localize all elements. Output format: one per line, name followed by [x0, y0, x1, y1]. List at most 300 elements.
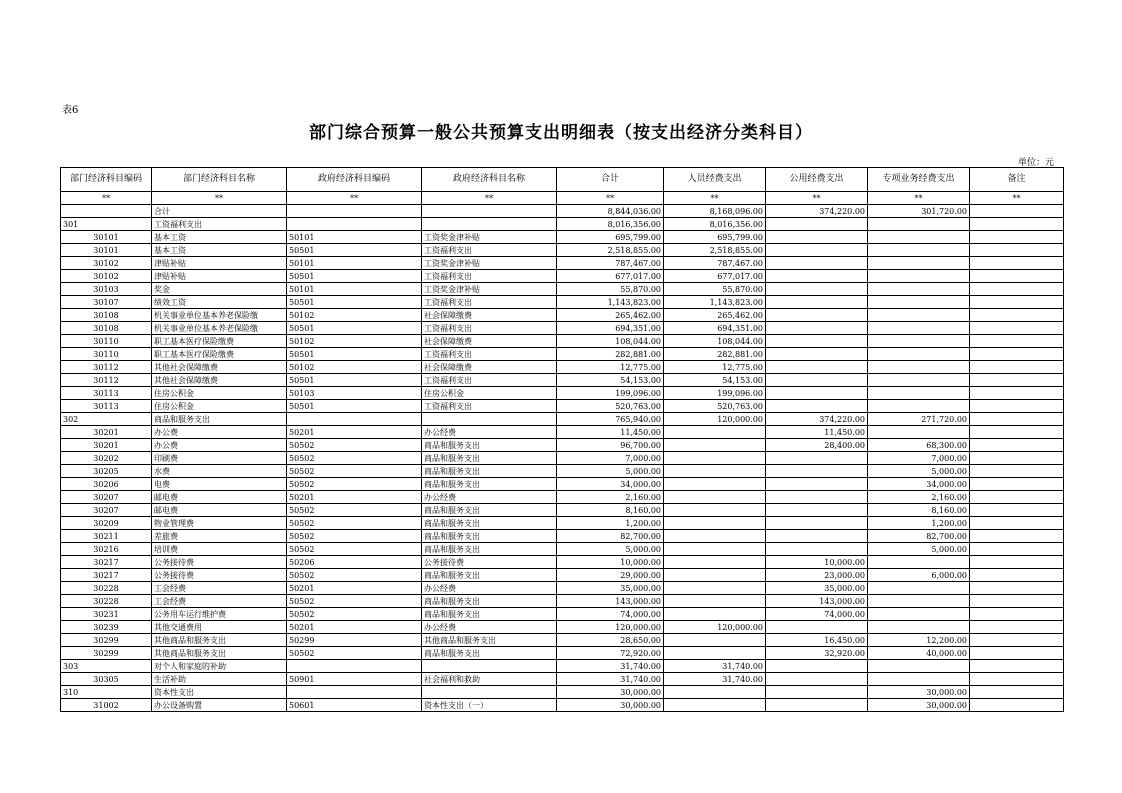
personnel-cell: 8,016,356.00 [664, 218, 766, 231]
total-cell: 695,799.00 [557, 231, 664, 244]
special-cell [868, 218, 970, 231]
gov-code-cell: 50501 [287, 348, 422, 361]
table-row [61, 452, 1064, 465]
dept-code-cell: 301 [61, 218, 152, 231]
special-cell: 68,300.00 [868, 439, 970, 452]
special-cell [868, 374, 970, 387]
table-row [61, 634, 1064, 647]
personnel-cell: 31,740.00 [664, 660, 766, 673]
column-header: 政府经济科目名称 [422, 168, 557, 192]
total-cell: 265,462.00 [557, 309, 664, 322]
remark-cell [970, 270, 1064, 283]
personnel-cell: 265,462.00 [664, 309, 766, 322]
dept-name-cell: 其他商品和服务支出 [152, 634, 287, 647]
gov-name-cell: 社会福利和救助 [422, 673, 557, 686]
dept-name-cell: 水费 [152, 465, 287, 478]
gov-name-cell: 工资福利支出 [422, 400, 557, 413]
personnel-cell: 520,763.00 [664, 400, 766, 413]
dept-name-cell: 其他社会保障缴费 [152, 374, 287, 387]
special-cell: 5,000.00 [868, 543, 970, 556]
mark-cell: ** [868, 192, 970, 205]
personnel-cell: 787,467.00 [664, 257, 766, 270]
gov-code-cell: 50102 [287, 335, 422, 348]
dept-code-cell: 30113 [61, 387, 152, 400]
special-cell: 8,160.00 [868, 504, 970, 517]
table-row [61, 283, 1064, 296]
column-header: 部门经济科目编码 [61, 168, 152, 192]
table-row [61, 582, 1064, 595]
dept-code-cell: 302 [61, 413, 152, 426]
table-row [61, 426, 1064, 439]
table-row [61, 270, 1064, 283]
gov-code-cell: 50502 [287, 439, 422, 452]
gov-name-cell [422, 660, 557, 673]
total-cell: 5,000.00 [557, 543, 664, 556]
dept-code-cell: 30217 [61, 569, 152, 582]
total-cell: 765,940.00 [557, 413, 664, 426]
personnel-cell [664, 595, 766, 608]
column-header: 部门经济科目名称 [152, 168, 287, 192]
table-row [61, 257, 1064, 270]
special-cell: 2,160.00 [868, 491, 970, 504]
table-row [61, 348, 1064, 361]
remark-cell [970, 478, 1064, 491]
gov-code-cell: 50101 [287, 257, 422, 270]
dept-code-cell: 30112 [61, 361, 152, 374]
personnel-cell: 2,518,855.00 [664, 244, 766, 257]
mark-cell: ** [970, 192, 1064, 205]
table-row [61, 231, 1064, 244]
personnel-cell [664, 556, 766, 569]
dept-name-cell: 办公费 [152, 426, 287, 439]
personnel-cell [664, 452, 766, 465]
total-cell: 31,740.00 [557, 673, 664, 686]
gov-code-cell: 50102 [287, 309, 422, 322]
gov-name-cell: 办公经费 [422, 426, 557, 439]
public-cell: 16,450.00 [766, 634, 868, 647]
dept-name-cell: 基本工资 [152, 231, 287, 244]
remark-cell [970, 543, 1064, 556]
dept-code-cell [61, 205, 152, 218]
gov-name-cell: 住房公积金 [422, 387, 557, 400]
remark-cell [970, 439, 1064, 452]
personnel-cell: 55,870.00 [664, 283, 766, 296]
remark-cell [970, 699, 1064, 712]
table-row [61, 569, 1064, 582]
remark-cell [970, 257, 1064, 270]
public-cell [766, 673, 868, 686]
gov-name-cell: 公务接待费 [422, 556, 557, 569]
gov-name-cell: 社会保障缴费 [422, 361, 557, 374]
gov-name-cell [422, 218, 557, 231]
special-cell: 30,000.00 [868, 686, 970, 699]
remark-cell [970, 673, 1064, 686]
dept-name-cell: 公务接待费 [152, 569, 287, 582]
personnel-cell: 12,775.00 [664, 361, 766, 374]
special-cell [868, 556, 970, 569]
public-cell [766, 478, 868, 491]
table-row [61, 413, 1064, 426]
special-cell: 301,720.00 [868, 205, 970, 218]
gov-name-cell [422, 205, 557, 218]
personnel-cell [664, 517, 766, 530]
dept-name-cell: 住房公积金 [152, 387, 287, 400]
dept-code-cell: 30205 [61, 465, 152, 478]
special-cell: 6,000.00 [868, 569, 970, 582]
mark-cell: ** [766, 192, 868, 205]
gov-name-cell: 工资福利支出 [422, 270, 557, 283]
remark-cell [970, 504, 1064, 517]
personnel-cell [664, 504, 766, 517]
dept-code-cell: 30103 [61, 283, 152, 296]
mark-cell: ** [422, 192, 557, 205]
dept-code-cell: 30102 [61, 270, 152, 283]
total-cell: 108,044.00 [557, 335, 664, 348]
remark-cell [970, 205, 1064, 218]
gov-code-cell: 50502 [287, 452, 422, 465]
gov-name-cell: 工资奖金津补贴 [422, 257, 557, 270]
dept-name-cell: 邮电费 [152, 504, 287, 517]
table-row [61, 205, 1064, 218]
personnel-cell: 1,143,823.00 [664, 296, 766, 309]
special-cell [868, 400, 970, 413]
remark-cell [970, 400, 1064, 413]
dept-code-cell: 30101 [61, 244, 152, 257]
public-cell [766, 361, 868, 374]
remark-cell [970, 335, 1064, 348]
public-cell: 74,000.00 [766, 608, 868, 621]
total-cell: 1,200.00 [557, 517, 664, 530]
dept-code-cell: 30108 [61, 322, 152, 335]
gov-code-cell: 50502 [287, 465, 422, 478]
special-cell: 1,200.00 [868, 517, 970, 530]
special-cell [868, 270, 970, 283]
gov-code-cell: 50103 [287, 387, 422, 400]
total-cell: 31,740.00 [557, 660, 664, 673]
public-cell [766, 387, 868, 400]
personnel-cell: 8,168,096.00 [664, 205, 766, 218]
public-cell [766, 283, 868, 296]
gov-code-cell: 50501 [287, 322, 422, 335]
personnel-cell [664, 582, 766, 595]
dept-code-cell: 30206 [61, 478, 152, 491]
personnel-cell [664, 426, 766, 439]
gov-name-cell: 商品和服务支出 [422, 465, 557, 478]
remark-cell [970, 322, 1064, 335]
remark-cell [970, 647, 1064, 660]
remark-cell [970, 491, 1064, 504]
gov-name-cell: 商品和服务支出 [422, 452, 557, 465]
remark-cell [970, 218, 1064, 231]
dept-code-cell: 30110 [61, 335, 152, 348]
gov-code-cell: 50501 [287, 374, 422, 387]
personnel-cell [664, 439, 766, 452]
public-cell [766, 452, 868, 465]
total-cell: 787,467.00 [557, 257, 664, 270]
column-header: 人员经费支出 [664, 168, 766, 192]
remark-cell [970, 582, 1064, 595]
table-row [61, 504, 1064, 517]
special-cell [868, 244, 970, 257]
public-cell [766, 270, 868, 283]
dept-name-cell: 办公费 [152, 439, 287, 452]
total-cell: 8,844,036.00 [557, 205, 664, 218]
table-row [61, 361, 1064, 374]
table-row [61, 608, 1064, 621]
dept-code-cell: 30299 [61, 647, 152, 660]
dept-name-cell: 职工基本医疗保险缴费 [152, 335, 287, 348]
gov-name-cell: 商品和服务支出 [422, 543, 557, 556]
dept-name-cell: 资本性支出 [152, 686, 287, 699]
personnel-cell: 282,881.00 [664, 348, 766, 361]
dept-code-cell: 310 [61, 686, 152, 699]
gov-name-cell [422, 413, 557, 426]
public-cell: 23,000.00 [766, 569, 868, 582]
special-cell [868, 621, 970, 634]
gov-name-cell: 工资福利支出 [422, 244, 557, 257]
special-cell [868, 595, 970, 608]
dept-name-cell: 差旅费 [152, 530, 287, 543]
dept-code-cell: 30101 [61, 231, 152, 244]
table-row [61, 296, 1064, 309]
dept-name-cell: 奖金 [152, 283, 287, 296]
personnel-cell: 120,000.00 [664, 621, 766, 634]
special-cell [868, 335, 970, 348]
total-cell: 282,881.00 [557, 348, 664, 361]
public-cell [766, 322, 868, 335]
dept-name-cell: 合计 [152, 205, 287, 218]
dept-name-cell: 津贴补贴 [152, 257, 287, 270]
marks-row [61, 192, 1064, 205]
gov-code-cell: 50501 [287, 244, 422, 257]
table-row [61, 686, 1064, 699]
gov-name-cell [422, 686, 557, 699]
gov-name-cell: 商品和服务支出 [422, 647, 557, 660]
table-row [61, 595, 1064, 608]
remark-cell [970, 452, 1064, 465]
public-cell [766, 621, 868, 634]
public-cell [766, 296, 868, 309]
dept-code-cell: 30216 [61, 543, 152, 556]
special-cell: 5,000.00 [868, 465, 970, 478]
special-cell [868, 387, 970, 400]
gov-name-cell: 商品和服务支出 [422, 504, 557, 517]
total-cell: 8,160.00 [557, 504, 664, 517]
gov-name-cell: 工资福利支出 [422, 374, 557, 387]
table-row [61, 218, 1064, 231]
total-cell: 143,000.00 [557, 595, 664, 608]
public-cell [766, 244, 868, 257]
dept-code-cell: 30207 [61, 491, 152, 504]
table-row [61, 374, 1064, 387]
dept-name-cell: 培训费 [152, 543, 287, 556]
remark-cell [970, 465, 1064, 478]
expenditure-table [60, 167, 1064, 712]
total-cell: 29,000.00 [557, 569, 664, 582]
table-row [61, 439, 1064, 452]
gov-code-cell: 50502 [287, 517, 422, 530]
special-cell [868, 361, 970, 374]
total-cell: 35,000.00 [557, 582, 664, 595]
public-cell: 143,000.00 [766, 595, 868, 608]
public-cell [766, 374, 868, 387]
total-cell: 2,160.00 [557, 491, 664, 504]
total-cell: 11,450.00 [557, 426, 664, 439]
personnel-cell [664, 543, 766, 556]
table-row [61, 530, 1064, 543]
mark-cell: ** [664, 192, 766, 205]
public-cell: 11,450.00 [766, 426, 868, 439]
gov-code-cell: 50502 [287, 530, 422, 543]
total-cell: 54,153.00 [557, 374, 664, 387]
total-cell: 82,700.00 [557, 530, 664, 543]
table-row [61, 556, 1064, 569]
table-row [61, 699, 1064, 712]
total-cell: 5,000.00 [557, 465, 664, 478]
public-cell [766, 504, 868, 517]
gov-code-cell: 50502 [287, 647, 422, 660]
special-cell [868, 426, 970, 439]
gov-name-cell: 工资福利支出 [422, 348, 557, 361]
public-cell: 28,400.00 [766, 439, 868, 452]
special-cell: 7,000.00 [868, 452, 970, 465]
table-row [61, 543, 1064, 556]
gov-name-cell: 办公经费 [422, 491, 557, 504]
column-header: 政府经济科目编码 [287, 168, 422, 192]
public-cell [766, 257, 868, 270]
dept-code-cell: 30107 [61, 296, 152, 309]
total-cell: 694,351.00 [557, 322, 664, 335]
table-row [61, 491, 1064, 504]
gov-name-cell: 商品和服务支出 [422, 530, 557, 543]
remark-cell [970, 530, 1064, 543]
dept-name-cell: 津贴补贴 [152, 270, 287, 283]
sheet-label: 表6 [62, 105, 79, 116]
dept-code-cell: 30231 [61, 608, 152, 621]
total-cell: 28,650.00 [557, 634, 664, 647]
special-cell [868, 257, 970, 270]
gov-name-cell: 资本性支出（一） [422, 699, 557, 712]
dept-code-cell: 30102 [61, 257, 152, 270]
personnel-cell: 120,000.00 [664, 413, 766, 426]
remark-cell [970, 231, 1064, 244]
dept-code-cell: 30110 [61, 348, 152, 361]
public-cell: 10,000.00 [766, 556, 868, 569]
public-cell: 374,220.00 [766, 205, 868, 218]
mark-cell: ** [287, 192, 422, 205]
dept-name-cell: 住房公积金 [152, 400, 287, 413]
gov-name-cell: 社会保障缴费 [422, 335, 557, 348]
personnel-cell [664, 608, 766, 621]
public-cell [766, 660, 868, 673]
dept-code-cell: 30228 [61, 582, 152, 595]
gov-name-cell: 商品和服务支出 [422, 517, 557, 530]
gov-code-cell: 50501 [287, 400, 422, 413]
gov-name-cell: 商品和服务支出 [422, 595, 557, 608]
personnel-cell [664, 699, 766, 712]
table-row [61, 387, 1064, 400]
gov-code-cell: 50206 [287, 556, 422, 569]
remark-cell [970, 283, 1064, 296]
table-row [61, 465, 1064, 478]
column-header: 备注 [970, 168, 1064, 192]
gov-code-cell: 50502 [287, 569, 422, 582]
special-cell [868, 673, 970, 686]
gov-name-cell: 工资福利支出 [422, 322, 557, 335]
dept-name-cell: 工会经费 [152, 582, 287, 595]
dept-name-cell: 基本工资 [152, 244, 287, 257]
total-cell: 199,096.00 [557, 387, 664, 400]
gov-code-cell: 50901 [287, 673, 422, 686]
gov-name-cell: 商品和服务支出 [422, 478, 557, 491]
table-row [61, 335, 1064, 348]
mark-cell: ** [152, 192, 287, 205]
gov-name-cell: 社会保障缴费 [422, 309, 557, 322]
remark-cell [970, 244, 1064, 257]
public-cell [766, 491, 868, 504]
gov-code-cell: 50502 [287, 595, 422, 608]
dept-code-cell: 30299 [61, 634, 152, 647]
personnel-cell: 108,044.00 [664, 335, 766, 348]
public-cell [766, 686, 868, 699]
dept-code-cell: 30201 [61, 439, 152, 452]
gov-code-cell: 50201 [287, 426, 422, 439]
gov-code-cell: 50101 [287, 283, 422, 296]
public-cell [766, 335, 868, 348]
dept-name-cell: 其他交通费用 [152, 621, 287, 634]
gov-code-cell: 50502 [287, 608, 422, 621]
dept-code-cell: 30108 [61, 309, 152, 322]
dept-name-cell: 物业管理费 [152, 517, 287, 530]
special-cell [868, 296, 970, 309]
column-header: 合计 [557, 168, 664, 192]
dept-code-cell: 30209 [61, 517, 152, 530]
total-cell: 520,763.00 [557, 400, 664, 413]
table-row [61, 621, 1064, 634]
remark-cell [970, 660, 1064, 673]
personnel-cell: 695,799.00 [664, 231, 766, 244]
gov-name-cell: 商品和服务支出 [422, 439, 557, 452]
gov-code-cell: 50299 [287, 634, 422, 647]
dept-name-cell: 其他社会保障缴费 [152, 361, 287, 374]
remark-cell [970, 296, 1064, 309]
gov-code-cell: 50502 [287, 543, 422, 556]
special-cell [868, 348, 970, 361]
dept-name-cell: 职工基本医疗保险缴费 [152, 348, 287, 361]
total-cell: 30,000.00 [557, 699, 664, 712]
public-cell: 35,000.00 [766, 582, 868, 595]
gov-code-cell: 50601 [287, 699, 422, 712]
dept-code-cell: 30217 [61, 556, 152, 569]
total-cell: 12,775.00 [557, 361, 664, 374]
remark-cell [970, 634, 1064, 647]
dept-name-cell: 工资福利支出 [152, 218, 287, 231]
dept-code-cell: 303 [61, 660, 152, 673]
public-cell [766, 543, 868, 556]
dept-code-cell: 30202 [61, 452, 152, 465]
gov-code-cell: 50201 [287, 582, 422, 595]
public-cell [766, 400, 868, 413]
remark-cell [970, 426, 1064, 439]
total-cell: 10,000.00 [557, 556, 664, 569]
total-cell: 7,000.00 [557, 452, 664, 465]
total-cell: 34,000.00 [557, 478, 664, 491]
total-cell: 677,017.00 [557, 270, 664, 283]
dept-name-cell: 生活补助 [152, 673, 287, 686]
page-title: 部门综合预算一般公共预算支出明细表（按支出经济分类科目） [309, 123, 813, 143]
special-cell [868, 608, 970, 621]
special-cell: 34,000.00 [868, 478, 970, 491]
